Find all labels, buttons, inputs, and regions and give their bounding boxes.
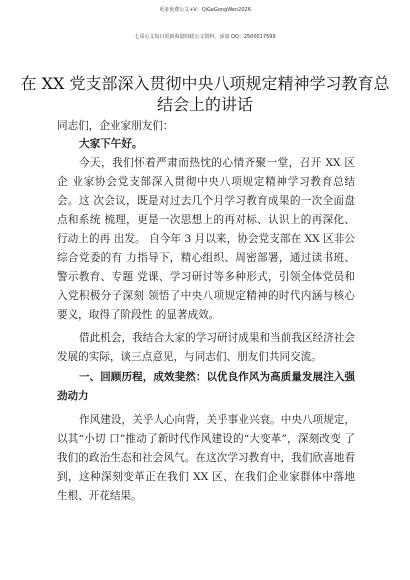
section-1-heading: 一、回顾历程，成效斐然：以优良作风为高质量发展注入强劲动力 xyxy=(57,371,355,402)
header-contact-line: 七哥公文每日更新海量时政公文资料，添加 QQ：2500017599 xyxy=(134,34,276,40)
document-title: 在 XX 党支部深入贯彻中央八项规定精神学习教育总结会上的讲话 xyxy=(20,74,390,114)
header-promo-line: 更多免费公文+V：QiGeGongWen2026 xyxy=(159,7,251,13)
salutation: 同志们，企业家朋友们： xyxy=(57,120,174,132)
section-1-paragraph: 作风建设，关乎人心向背，关乎事业兴衰。中央八项规定，以其“小切 口”推动了新时代作风建设的“大变革”，深刻改变 了我们的政治生态和社会风气。在这次学习教育中，我们欣喜地看到，这种深刻变革正在我们 XX 区、在我们企业家群体中落地 生根、开花结果。 xyxy=(57,414,355,502)
paragraph-intro: 借此机会，我结合大家的学习研讨成果和当前我区经济社会发展的实际，谈三点意见，与同志们、朋友们共同交流。 xyxy=(57,332,355,363)
greeting: 大家下午好。 xyxy=(79,138,143,150)
paragraph-opening: 今天，我们怀着严肃而热忱的心情齐聚一堂，召开 XX 区企 业家协会党支部深入贯彻中央八项规定精神学习教育总结会。这 次会议，既是对过去几个月学习教育成果的一次全面盘点和系统 梳理，更是一次思想上的再对标、认识上的再深化、行动上的再 出发。 自今年 3 月以来，协会党支部在 XX 区非公综合党委的有 力指导下，精心组织、周密部署，通过读书班、警示教育、专题 党课、学习研讨等多种形式，引领全体党员和入党积极分子深刻 领悟了中央八项规定精神的时代内涵与核心要义，取得了阶段性 的显著成效。 xyxy=(57,157,355,321)
